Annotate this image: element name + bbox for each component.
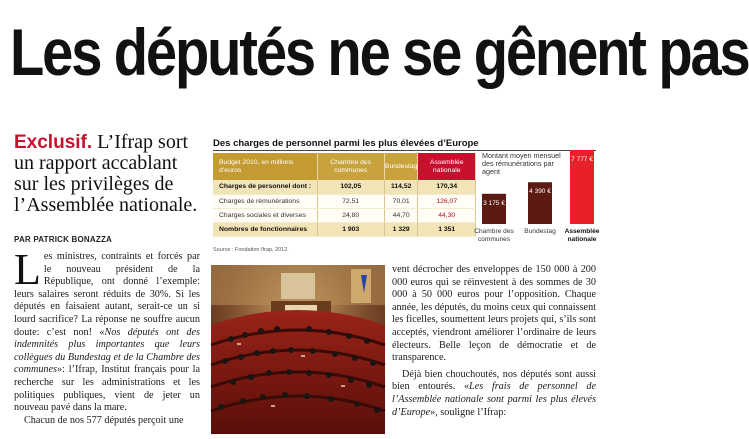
article-quote: Nos députés ont des indemnités plus importantes que leurs collègues du Bundestag et de la Chambre des communes bbox=[14, 326, 201, 376]
article-paragraph: Chacun de nos 577 députés perçoit une bbox=[24, 414, 184, 426]
table-row bbox=[213, 194, 476, 208]
header-an: Assemblée nationale bbox=[418, 153, 476, 180]
category-label: communes bbox=[477, 236, 511, 243]
cell-bundestag: 1 329 bbox=[384, 222, 418, 236]
cell-an: 1 351 bbox=[418, 222, 476, 236]
cell-an: 126,07 bbox=[418, 194, 476, 208]
cell-bundestag: 114,52 bbox=[384, 180, 418, 194]
article-column-1 bbox=[14, 245, 201, 427]
header-communes: Chambre des communes bbox=[317, 153, 384, 180]
article-text: »: l’Ifrap, Institut français pour la recherche sur les administrations et les politiques publiques, vient de jeter un nouveau pavé dans la mare. bbox=[14, 364, 200, 414]
table-row bbox=[213, 222, 476, 236]
table-source: Source : Fondation Ifrap, 2012. bbox=[213, 247, 289, 253]
row-label: Charges de rémunérations bbox=[213, 194, 317, 208]
charges-table bbox=[213, 153, 476, 237]
chart-title: Montant moyen mensuel des rémunérations par agent bbox=[482, 151, 561, 177]
table-row bbox=[213, 208, 476, 222]
cell-communes: 1 903 bbox=[317, 222, 384, 236]
bar-value-label: 4 390 € bbox=[529, 188, 551, 196]
dropcap: L bbox=[14, 245, 41, 294]
article-paragraph: vent décrocher des enveloppes de 150 000 à 200 000 euros qui se réinvestent à des sommes de 30 000 à 50 000 euros pour l’opposition. Chaque année, les députés, du moins ceux qui connaissent les ficelles, soumettent leurs projets qui, s’ils sont acceptés, viendront améliorer l’ordinaire de leurs électeurs. Belle leçon de démocratie et de transparence. bbox=[392, 264, 596, 364]
lead-paragraph bbox=[14, 132, 204, 216]
table-title: Des charges de personnel parmi les plus élevées d’Europe bbox=[213, 138, 479, 149]
category-label: Bundestag bbox=[524, 228, 556, 235]
header-bundestag: Bundestag bbox=[384, 153, 418, 180]
assembly-photo bbox=[211, 265, 385, 434]
article-text: », souligne l’Ifrap: bbox=[430, 406, 507, 418]
article-column-3 bbox=[392, 264, 596, 419]
category-label: Assemblée bbox=[564, 228, 600, 235]
row-label: Charges sociales et diverses bbox=[213, 208, 317, 222]
cell-bundestag: 44,70 bbox=[384, 208, 418, 222]
bar-value-label: 3 175 € bbox=[483, 199, 505, 207]
bar-0 bbox=[482, 194, 506, 224]
article-quote: Les frais de personnel de l’Assemblée nationale sont parmi les plus élevés d’Europe bbox=[392, 381, 596, 418]
article-text: Déjà bien chouchoutés, nos députés sont aussi bien entourés. « bbox=[392, 368, 596, 393]
article-paragraph bbox=[14, 245, 201, 415]
salary-bar-chart bbox=[474, 150, 600, 250]
cell-communes: 102,05 bbox=[317, 180, 384, 194]
hemicycle-image bbox=[211, 265, 385, 434]
article-paragraph bbox=[392, 369, 596, 419]
cell-bundestag: 70,01 bbox=[384, 194, 418, 208]
table-header-row bbox=[213, 153, 476, 180]
lead-text: L’Ifrap sort un rapport accablant sur les privilèges de l’Assemblée nationale. bbox=[14, 131, 198, 216]
cell-an: 170,34 bbox=[418, 180, 476, 194]
category-label: Chambre des bbox=[474, 228, 514, 235]
row-label: Charges de personnel dont : bbox=[213, 180, 317, 194]
byline: PAR PATRICK BONAZZA bbox=[14, 235, 113, 244]
header-budget: Budget 2010, en millions d’euros bbox=[213, 153, 317, 180]
cell-an: 44,30 bbox=[418, 208, 476, 222]
table-row bbox=[213, 180, 476, 194]
cell-communes: 24,80 bbox=[317, 208, 384, 222]
lead-kicker: Exclusif. bbox=[14, 132, 93, 153]
cell-communes: 72,51 bbox=[317, 194, 384, 208]
row-label: Nombres de fonctionnaires bbox=[213, 222, 317, 236]
bar-value-label: 7 777 € bbox=[571, 156, 593, 163]
article-text: es ministres, contraints et forcés par le nouveau président de la République, ont donné l’exemple: leurs salaires seront réduits de 30%. Si les députés en faisaient autant, serait-ce un si lourd sacrifice? La réponse ne souffre aucun doute: c’est non! « bbox=[14, 251, 200, 338]
headline: Les députés ne se gênent pas bbox=[10, 15, 749, 89]
category-label: nationale bbox=[567, 236, 597, 243]
